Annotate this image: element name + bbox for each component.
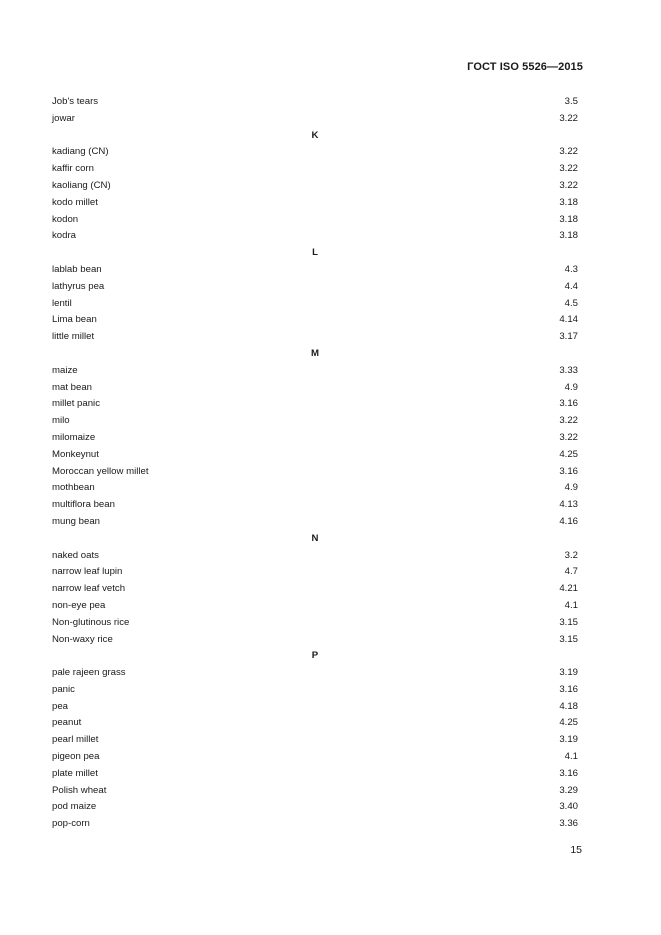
index-entry <box>52 682 578 699</box>
index-reference: 4.1 <box>564 599 578 611</box>
index-reference: 4.14 <box>559 314 578 326</box>
index-entry <box>52 732 578 749</box>
index-reference: 3.15 <box>559 616 578 628</box>
index-reference: 4.9 <box>564 381 578 393</box>
index-term: Polish wheat <box>52 784 107 796</box>
index-reference: 3.36 <box>559 818 578 830</box>
index-entry <box>52 430 578 447</box>
index-reference: 4.25 <box>559 717 578 729</box>
index-reference: 3.16 <box>559 683 578 695</box>
index-term: multiflora bean <box>52 499 115 511</box>
index-term: milomaize <box>52 431 96 443</box>
index-reference: 3.17 <box>559 331 578 343</box>
index-term: millet panic <box>52 398 100 410</box>
index-term: kodra <box>52 230 76 242</box>
index-term: pale rajeen grass <box>52 667 126 679</box>
index-reference: 3.19 <box>559 734 578 746</box>
index-reference: 3.22 <box>559 112 578 124</box>
index-term: narrow leaf vetch <box>52 583 126 595</box>
index-reference: 3.5 <box>564 96 578 107</box>
index-term: kodo millet <box>52 196 98 208</box>
index-reference: 4.5 <box>564 297 578 309</box>
index-term: Non-waxy rice <box>52 633 113 645</box>
index-entry <box>52 464 578 481</box>
index-reference: 4.1 <box>564 751 578 763</box>
index-term: Job's tears <box>52 96 99 107</box>
index-entry <box>52 783 578 800</box>
index-term: milo <box>52 415 70 427</box>
index-entry <box>52 413 578 430</box>
index-entry <box>52 548 578 565</box>
index-term: jowar <box>52 112 75 124</box>
index-letter-heading: L <box>312 247 318 259</box>
index-letter-heading: P <box>311 650 319 662</box>
index-term: panic <box>52 683 75 695</box>
index-entry <box>52 329 578 346</box>
index-letter-heading: N <box>311 532 319 544</box>
index-reference: 3.22 <box>559 163 578 175</box>
index-reference: 3.16 <box>559 398 578 410</box>
index-reference: 4.25 <box>559 448 578 460</box>
index-entry <box>52 447 578 464</box>
index-term: Monkeynut <box>52 448 99 460</box>
index-entry <box>52 111 578 128</box>
index-entry <box>52 514 578 531</box>
index-entry <box>52 497 578 514</box>
index-entry <box>52 598 578 615</box>
index-reference: 3.18 <box>559 196 578 208</box>
index-entry <box>52 632 578 649</box>
index-entry <box>52 615 578 632</box>
index-reference: 3.15 <box>559 633 578 645</box>
index-term: maize <box>52 364 78 376</box>
index-entry <box>52 380 578 397</box>
index-reference: 3.29 <box>559 784 578 796</box>
index-entry <box>52 212 578 229</box>
index-term: pop-corn <box>52 818 90 830</box>
index-term: peanut <box>52 717 82 729</box>
index-entry <box>52 799 578 816</box>
index-entry <box>52 665 578 682</box>
index-reference: 3.19 <box>559 667 578 679</box>
index-entry <box>52 312 578 329</box>
index-reference: 3.40 <box>559 801 578 813</box>
index-reference: 3.22 <box>559 431 578 443</box>
index-entry <box>52 480 578 497</box>
index-term: mat bean <box>52 381 93 393</box>
index-entry <box>52 296 578 313</box>
index-term: mothbean <box>52 482 95 494</box>
index-term: Non-glutinous rice <box>52 616 130 628</box>
index-term: mung bean <box>52 515 101 527</box>
index-entry <box>52 228 578 245</box>
index-term: pigeon pea <box>52 751 100 763</box>
index-term: naked oats <box>52 549 99 561</box>
index-letter-heading: K <box>311 129 319 141</box>
index-reference: 4.18 <box>559 700 578 712</box>
index-entry <box>52 262 578 279</box>
index-reference: 3.18 <box>559 230 578 242</box>
index-term: pea <box>52 700 69 712</box>
index-term: lablab bean <box>52 263 102 275</box>
index-entry <box>52 363 578 380</box>
index-entry <box>52 699 578 716</box>
alphabetical-index <box>52 94 578 833</box>
index-reference: 4.13 <box>559 499 578 511</box>
index-entry <box>52 144 578 161</box>
index-reference: 3.22 <box>559 146 578 158</box>
index-reference: 4.21 <box>559 583 578 595</box>
index-reference: 3.16 <box>559 767 578 779</box>
index-entry <box>52 178 578 195</box>
index-term: kadiang (CN) <box>52 146 109 158</box>
index-reference: 4.3 <box>564 263 578 275</box>
index-term: pearl millet <box>52 734 99 746</box>
index-entry <box>52 94 578 111</box>
index-reference: 3.33 <box>559 364 578 376</box>
index-term: narrow leaf lupin <box>52 566 123 578</box>
index-reference: 3.2 <box>564 549 578 561</box>
index-entry <box>52 816 578 833</box>
page-number: 15 <box>570 844 582 856</box>
index-term: kaoliang (CN) <box>52 179 111 191</box>
index-entry <box>52 279 578 296</box>
document-code-header: ГОСТ ISO 5526—2015 <box>467 61 583 73</box>
index-entry <box>52 195 578 212</box>
index-term: non-eye pea <box>52 599 106 611</box>
index-term: plate millet <box>52 767 98 779</box>
index-term: little millet <box>52 331 95 343</box>
index-term: kodon <box>52 213 79 225</box>
index-letter-heading: M <box>311 347 319 359</box>
index-term: lathyrus pea <box>52 280 105 292</box>
index-reference: 3.22 <box>559 179 578 191</box>
index-term: Lima bean <box>52 314 97 326</box>
index-term: Moroccan yellow millet <box>52 465 149 477</box>
index-term: lentil <box>52 297 72 309</box>
index-entry <box>52 564 578 581</box>
index-reference: 4.9 <box>564 482 578 494</box>
index-entry <box>52 715 578 732</box>
index-entry <box>52 396 578 413</box>
index-reference: 4.4 <box>564 280 578 292</box>
index-reference: 4.7 <box>564 566 578 578</box>
index-reference: 3.22 <box>559 415 578 427</box>
index-term: kaffir corn <box>52 163 94 175</box>
index-entry <box>52 161 578 178</box>
index-entry <box>52 766 578 783</box>
index-reference: 3.18 <box>559 213 578 225</box>
index-entry <box>52 581 578 598</box>
index-entry <box>52 749 578 766</box>
index-reference: 4.16 <box>559 515 578 527</box>
index-reference: 3.16 <box>559 465 578 477</box>
index-term: pod maize <box>52 801 97 813</box>
